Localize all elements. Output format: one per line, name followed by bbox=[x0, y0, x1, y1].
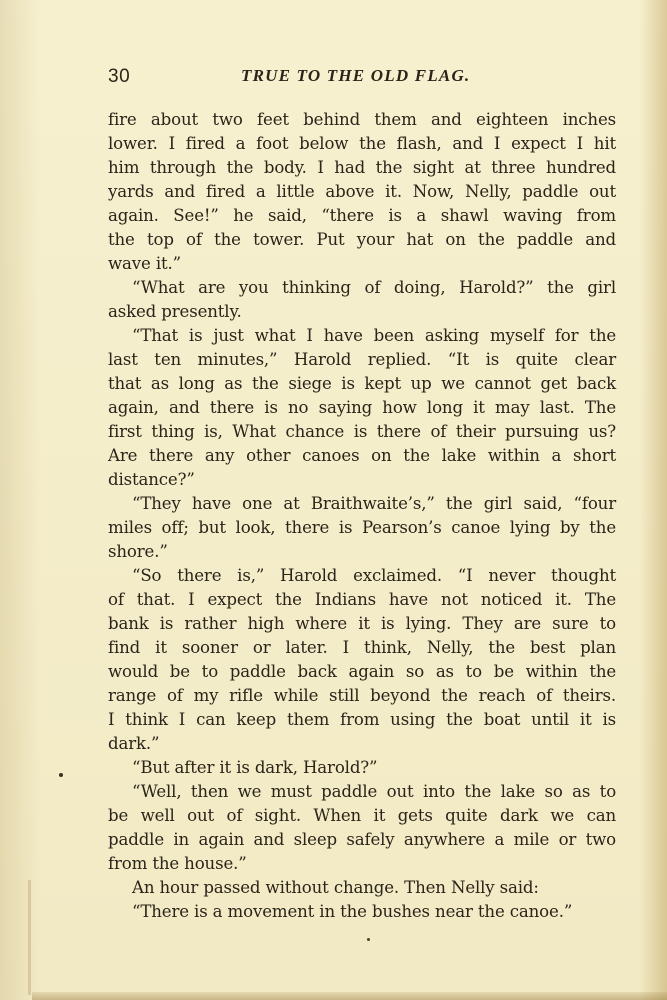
text-line: range of my rifle while still beyond the reach of theirs. bbox=[108, 686, 616, 705]
paragraph bbox=[108, 324, 616, 492]
paragraph bbox=[108, 900, 616, 924]
running-title: TRUE TO THE OLD FLAG. bbox=[241, 66, 471, 85]
text-line: “But after it is dark, Harold?” bbox=[132, 758, 378, 777]
paragraph bbox=[108, 876, 616, 900]
text-line: from the house.” bbox=[108, 854, 247, 873]
text-line: “So there is,” Harold exclaimed. “I never thought bbox=[132, 566, 616, 585]
text-line: distance?” bbox=[108, 470, 195, 489]
text-line: be well out of sight. When it gets quite dark we can bbox=[108, 806, 616, 825]
text-line: that as long as the siege is kept up we cannot get back bbox=[108, 374, 617, 393]
text-line: bank is rather high where it is lying. They are sure to bbox=[108, 614, 616, 633]
page-speck bbox=[367, 938, 370, 941]
text-line: “That is just what I have been asking myself for the bbox=[132, 326, 617, 345]
text-line: I think I can keep them from using the boat until it is bbox=[108, 710, 616, 729]
text-line: the top of the tower. Put your hat on the paddle and bbox=[108, 230, 616, 249]
paragraph bbox=[108, 276, 616, 324]
paragraph bbox=[108, 564, 616, 756]
text-line: paddle in again and sleep safely anywhere a mile or two bbox=[108, 830, 616, 849]
paragraph bbox=[108, 780, 616, 876]
text-line: lower. I fired a foot below the flash, and I expect I hit bbox=[108, 134, 616, 153]
paragraph bbox=[108, 756, 616, 780]
text-line: Are there any other canoes on the lake within a short bbox=[108, 446, 616, 465]
text-line: first thing is, What chance is there of their pursuing us? bbox=[108, 422, 617, 441]
text-line: “They have one at Braithwaite’s,” the girl said, “four bbox=[132, 494, 616, 513]
page-edge-left bbox=[28, 880, 31, 995]
page-edge-bottom bbox=[32, 992, 667, 1000]
text-line: again, and there is no saying how long it may last. The bbox=[108, 398, 616, 417]
text-line: would be to paddle back again so as to be within the bbox=[108, 662, 617, 681]
page-number: 30 bbox=[108, 66, 131, 87]
paragraph bbox=[108, 108, 616, 276]
running-head bbox=[108, 66, 581, 90]
paragraph bbox=[108, 492, 616, 564]
text-line: dark.” bbox=[108, 734, 160, 753]
text-line: find it sooner or later. I think, Nelly, the best plan bbox=[108, 638, 616, 657]
text-line: An hour passed without change. Then Nelly said: bbox=[132, 878, 539, 897]
margin-speck bbox=[59, 773, 63, 777]
text-line: yards and fired a little above it. Now, Nelly, paddle out bbox=[108, 182, 616, 201]
body-text bbox=[108, 108, 616, 924]
text-line: “Well, then we must paddle out into the lake so as to bbox=[132, 782, 617, 801]
text-line: him through the body. I had the sight at three hundred bbox=[108, 158, 616, 177]
text-line: last ten minutes,” Harold replied. “It is quite clear bbox=[108, 350, 616, 369]
text-line: “There is a movement in the bushes near the canoe.” bbox=[132, 902, 573, 921]
text-line: shore.” bbox=[108, 542, 168, 561]
text-line: again. See!” he said, “there is a shawl waving from bbox=[108, 206, 616, 225]
text-line: fire about two feet behind them and eighteen inches bbox=[108, 110, 616, 129]
text-line: of that. I expect the Indians have not noticed it. The bbox=[108, 590, 616, 609]
text-line: asked presently. bbox=[108, 302, 242, 321]
text-line: miles off; but look, there is Pearson’s canoe lying by the bbox=[108, 518, 616, 537]
text-line: wave it.” bbox=[108, 254, 181, 273]
text-line: “What are you thinking of doing, Harold?” the girl bbox=[132, 278, 617, 297]
